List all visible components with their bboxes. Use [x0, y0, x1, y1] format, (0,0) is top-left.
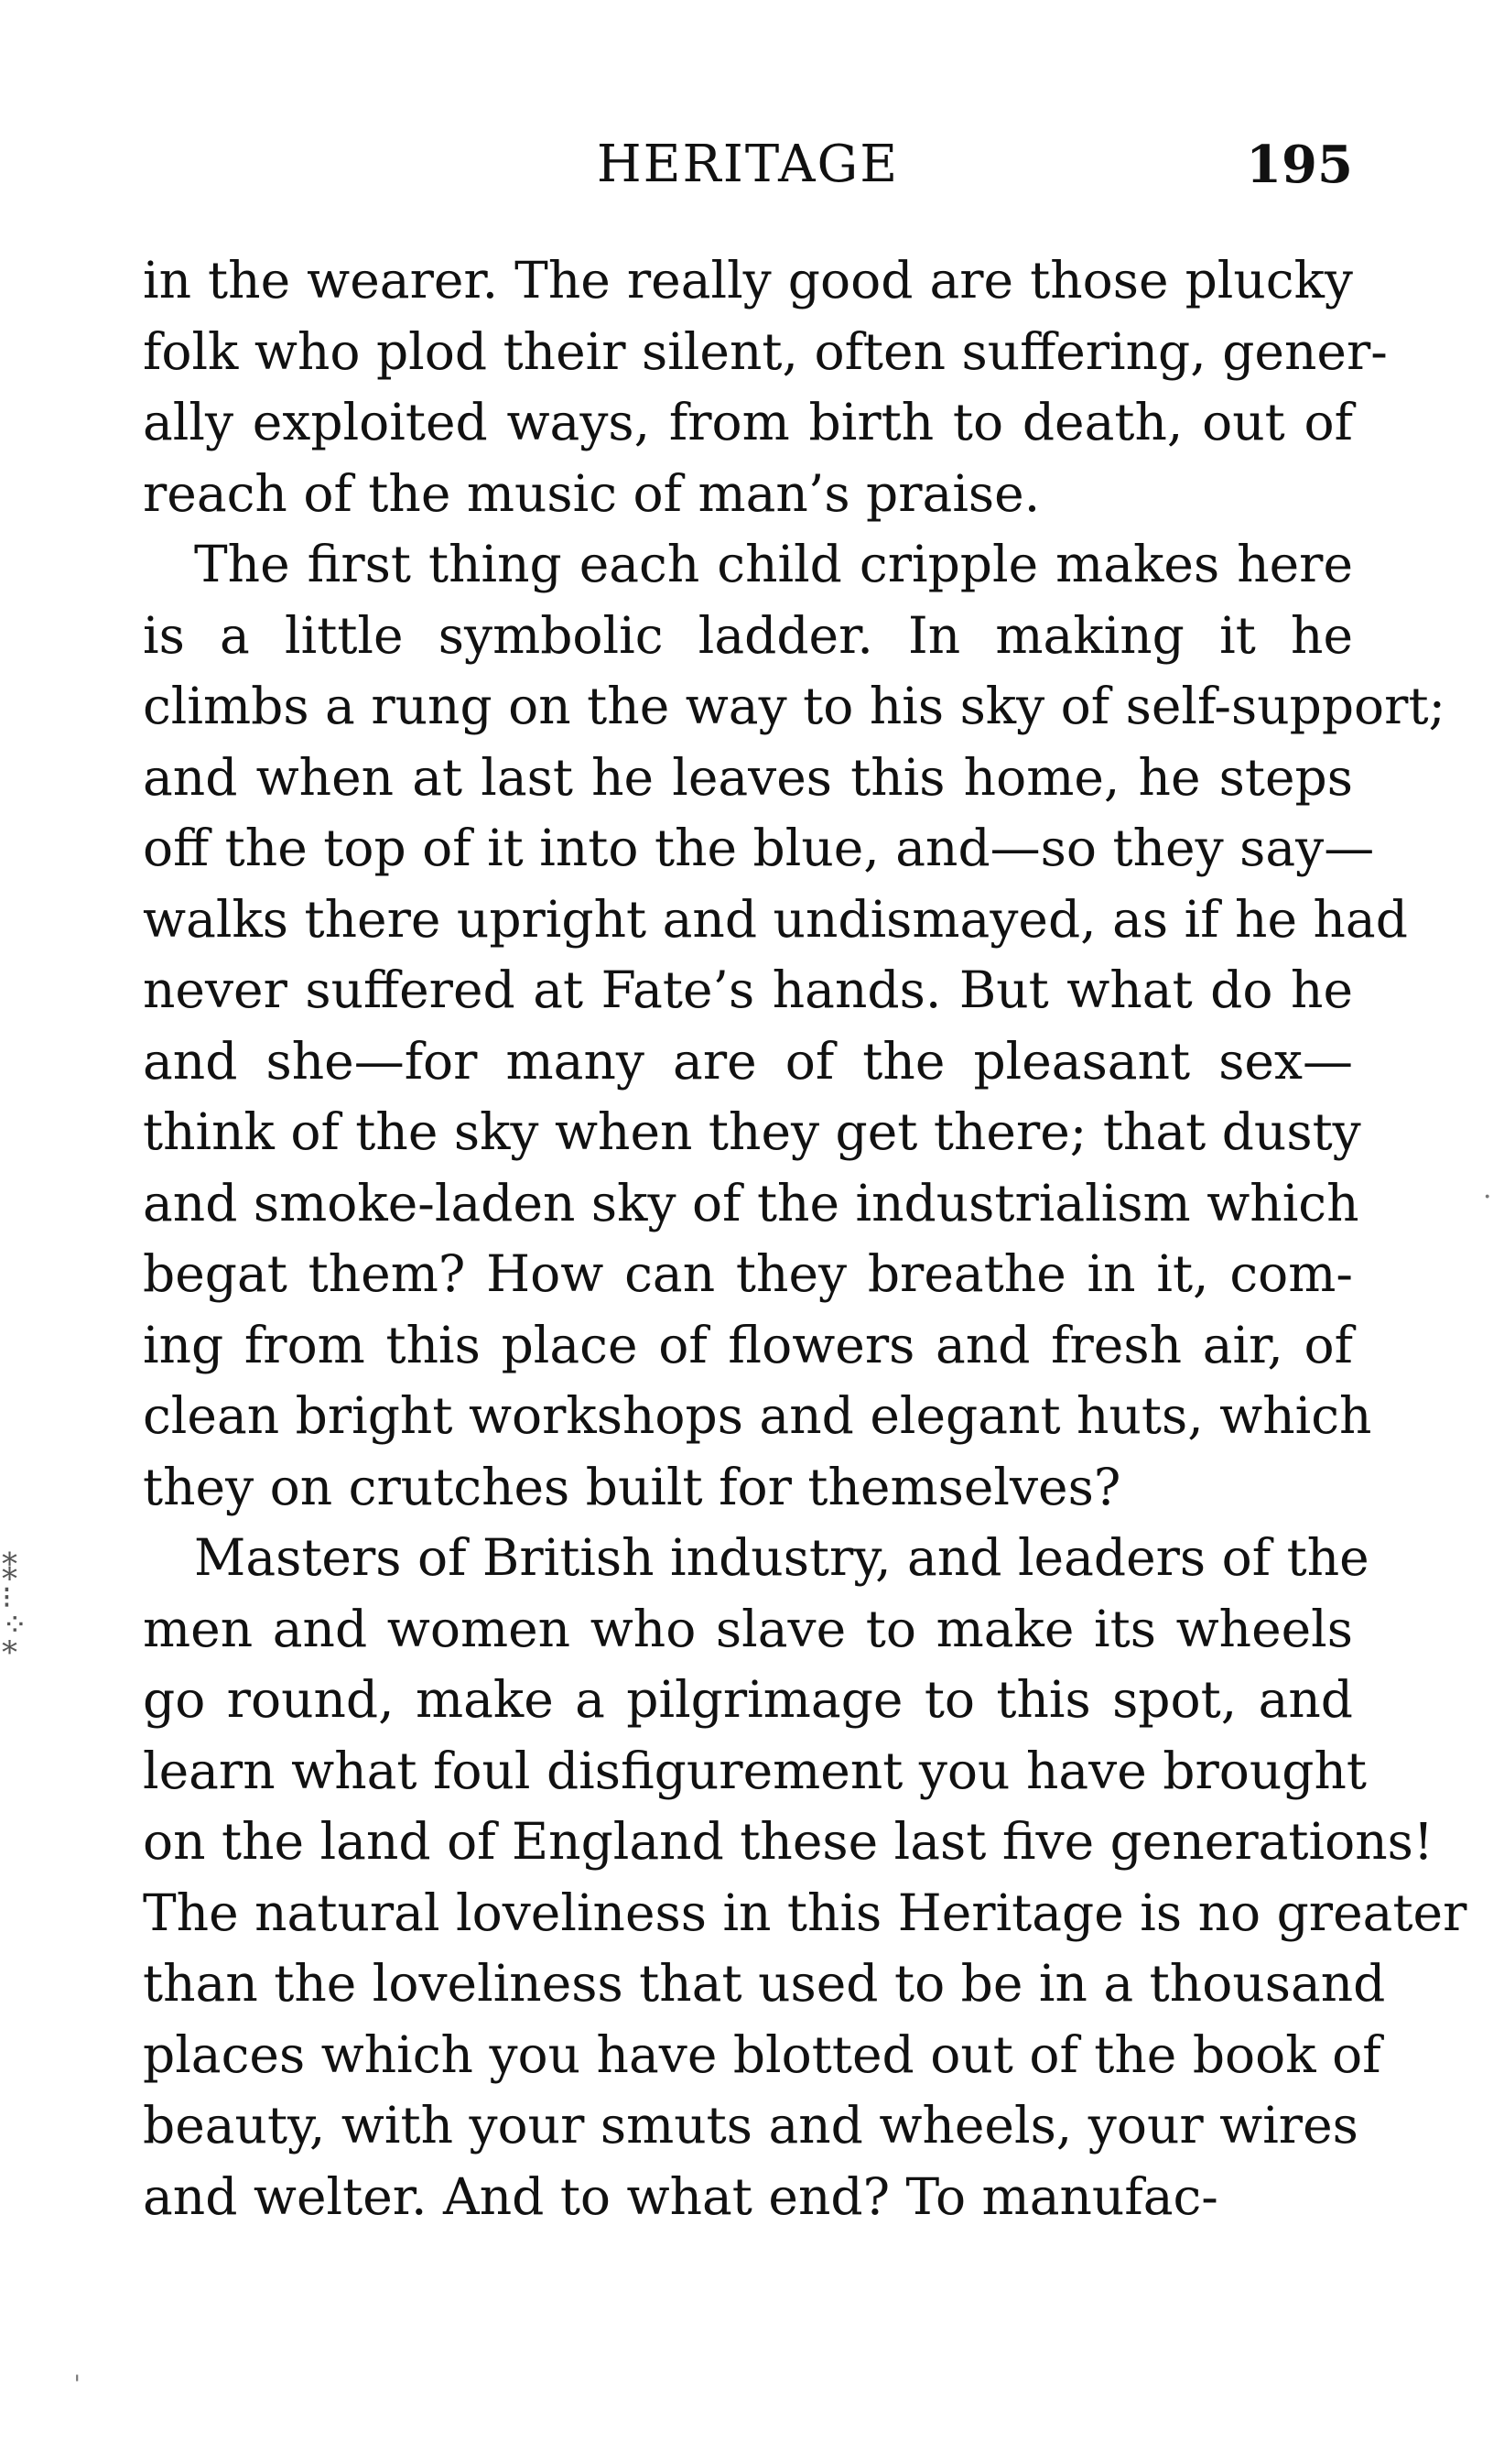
- text-line: ing from this place of flowers and fresh air, of: [143, 1315, 1353, 1374]
- paragraph-2: [143, 529, 1446, 1523]
- text-line: ally exploited ways, from birth to death, out of: [143, 393, 1353, 451]
- text-line: go round, make a pilgrimage to this spot, and: [143, 1670, 1353, 1729]
- paragraph-3: [143, 1523, 1467, 2232]
- text-line: The first thing each child cripple makes here: [194, 535, 1353, 593]
- text-line: reach of the music of man’s praise.: [143, 463, 1041, 523]
- text-line: climbs a rung on the way to his sky of self-support;: [143, 677, 1446, 735]
- text-line: folk who plod their silent, often suffering, gener-: [143, 321, 1388, 381]
- text-line: than the loveliness that used to be in a thousand: [143, 1954, 1386, 2013]
- stray-dot-decoration: ·: [1483, 1181, 1492, 1213]
- margin-mark-glyph: ⁘: [2, 1607, 30, 1644]
- text-line: The natural loveliness in this Heritage is no greater: [143, 1883, 1467, 1942]
- text-line: walks there upright and undismayed, as if he had: [143, 889, 1408, 949]
- text-line: and welter. And to what end? To manufac-: [143, 2166, 1218, 2226]
- text-line: and she—for many are of the pleasant sex—: [143, 1031, 1353, 1091]
- text-line: beauty, with your smuts and wheels, your wires: [143, 2096, 1358, 2155]
- text-line: off the top of it into the blue, and—so they say—: [143, 819, 1375, 877]
- text-line: men and women who slave to make its wheels: [143, 1599, 1353, 1658]
- text-line: clean bright workshops and elegant huts, which: [143, 1386, 1372, 1445]
- margin-mark-glyph: ⁑: [2, 1552, 19, 1589]
- text-line: learn what foul disfigurement you have brought: [143, 1741, 1368, 1800]
- stray-dot-decoration: ˌ: [73, 2353, 81, 2385]
- margin-mark-glyph: ⁝: [2, 1579, 14, 1616]
- text-line: think of the sky when they get there; that dusty: [143, 1102, 1361, 1161]
- text-line: is a little symbolic ladder. In making it he: [143, 605, 1353, 665]
- text-line: they on crutches built for themselves?: [143, 1457, 1121, 1516]
- text-line: in the wearer. The really good are those plucky: [143, 251, 1353, 309]
- text-line: and when at last he leaves this home, he steps: [143, 747, 1353, 807]
- text-line: places which you have blotted out of the book of: [143, 2024, 1381, 2084]
- body-text: [143, 245, 1467, 2232]
- paragraph-1: [143, 245, 1388, 529]
- text-line: Masters of British industry, and leaders of the: [194, 1528, 1369, 1587]
- page-number: 195: [1246, 135, 1353, 195]
- text-line: never suffered at Fate’s hands. But what do he: [143, 961, 1353, 1019]
- text-line: and smoke-laden sky of the industrialism which: [143, 1173, 1359, 1232]
- running-title: HERITAGE: [596, 135, 900, 194]
- text-line: on the land of England these last five generations!: [143, 1812, 1434, 1871]
- margin-marks: [2, 1552, 30, 1671]
- margin-mark-glyph: *: [2, 1634, 19, 1671]
- text-line: begat them? How can they breathe in it, com-: [143, 1244, 1353, 1303]
- page-header: [143, 128, 1353, 201]
